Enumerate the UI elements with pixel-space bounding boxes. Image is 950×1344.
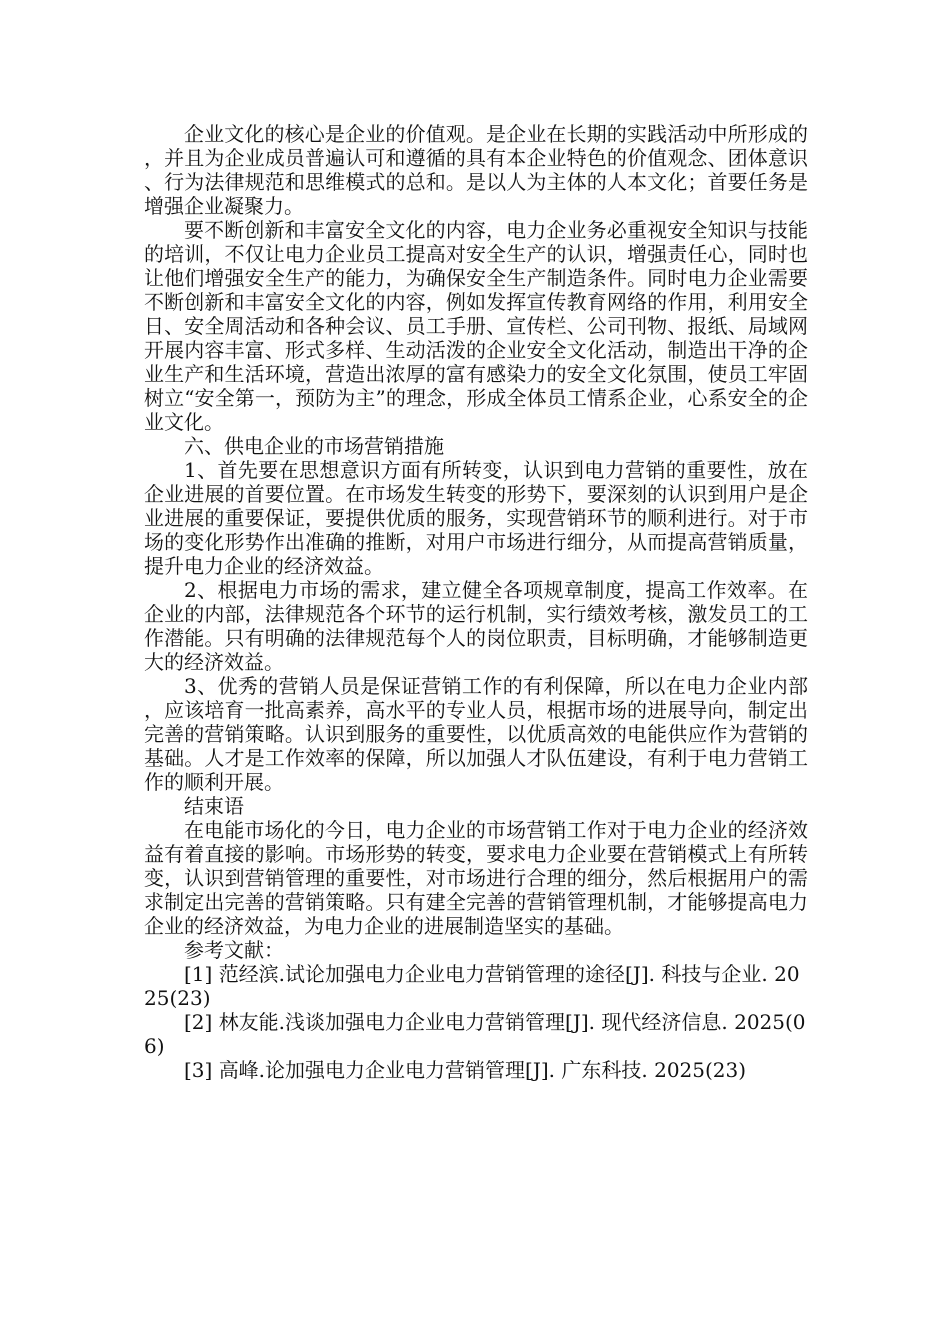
reference-item-2: [2] 林友能.浅谈加强电力企业电力营销管理[J]. 现代经济信息. 2025(06) xyxy=(144,1010,806,1058)
paragraph-safety-culture: 要不断创新和丰富安全文化的内容，电力企业务必重视安全知识与技能的培训，不仅让电力企业员工提高对安全生产的认识，增强责任心，同时也让他们增强安全生产的能力，为确保安全生产制造条件。同时电力企业需要不断创新和丰富安全文化的内容，例如发挥宣传教育网络的作用，利用安全日、安全周活动和各种会议、员工手册、宣传栏、公司刊物、报纸、局域网开展内容丰富、形式多样、生动活泼的企业安全文化活动，制造出干净的企业生产和生活环境，营造出浓厚的富有感染力的安全文化氛围，使员工牢固树立“安全第一，预防为主”的理念，形成全体员工情系企业，心系安全的企业文化。 xyxy=(144,218,808,434)
reference-item-3: [3] 高峰.论加强电力企业电力营销管理[J]. 广东科技. 2025(23) xyxy=(184,1058,747,1082)
reference-item-1: [1] 范经滨.试论加强电力企业电力营销管理的途径[J]. 科技与企业. 2025(23) xyxy=(144,962,800,1010)
paragraph-measure-2: 2、根据电力市场的需求，建立健全各项规章制度，提高工作效率。在企业的内部，法律规范各个环节的运行机制，实行绩效考核，激发员工的工作潜能。只有明确的法律规范每个人的岗位职责，目标明确，才能够制造更大的经济效益。 xyxy=(144,578,808,674)
section-heading-conclusion: 结束语 xyxy=(184,794,244,818)
section-heading-marketing-measures: 六、供电企业的市场营销措施 xyxy=(184,434,444,458)
paragraph-conclusion: 在电能市场化的今日，电力企业的市场营销工作对于电力企业的经济效益有着直接的影响。市场形势的转变，要求电力企业要在营销模式上有所转变，认识到营销管理的重要性，对市场进行合理的细分，然后根据用户的需求制定出完善的营销策略。只有建全完善的营销管理机制，才能够提高电力企业的经济效益，为电力企业的进展制造坚实的基础。 xyxy=(144,818,808,938)
section-heading-references: 参考文献： xyxy=(184,938,284,962)
document-page xyxy=(144,122,808,1082)
paragraph-measure-3: 3、优秀的营销人员是保证营销工作的有利保障，所以在电力企业内部，应该培育一批高素养，高水平的专业人员，根据市场的进展导向，制定出完善的营销策略。认识到服务的重要性，以优质高效的电能供应作为营销的基础。人才是工作效率的保障，所以加强人才队伍建设，有利于电力营销工作的顺利开展。 xyxy=(144,674,808,794)
paragraph-corporate-culture: 企业文化的核心是企业的价值观。是企业在长期的实践活动中所形成的，并且为企业成员普遍认可和遵循的具有本企业特色的价值观念、团体意识、行为法律规范和思维模式的总和。是以人为主体的人本文化；首要任务是增强企业凝聚力。 xyxy=(144,122,808,218)
paragraph-measure-1: 1、首先要在思想意识方面有所转变，认识到电力营销的重要性，放在企业进展的首要位置。在市场发生转变的形势下，要深刻的认识到用户是企业进展的重要保证，要提供优质的服务，实现营销环节的顺利进行。对于市场的变化形势作出准确的推断，对用户市场进行细分，从而提高营销质量，提升电力企业的经济效益。 xyxy=(144,458,808,578)
